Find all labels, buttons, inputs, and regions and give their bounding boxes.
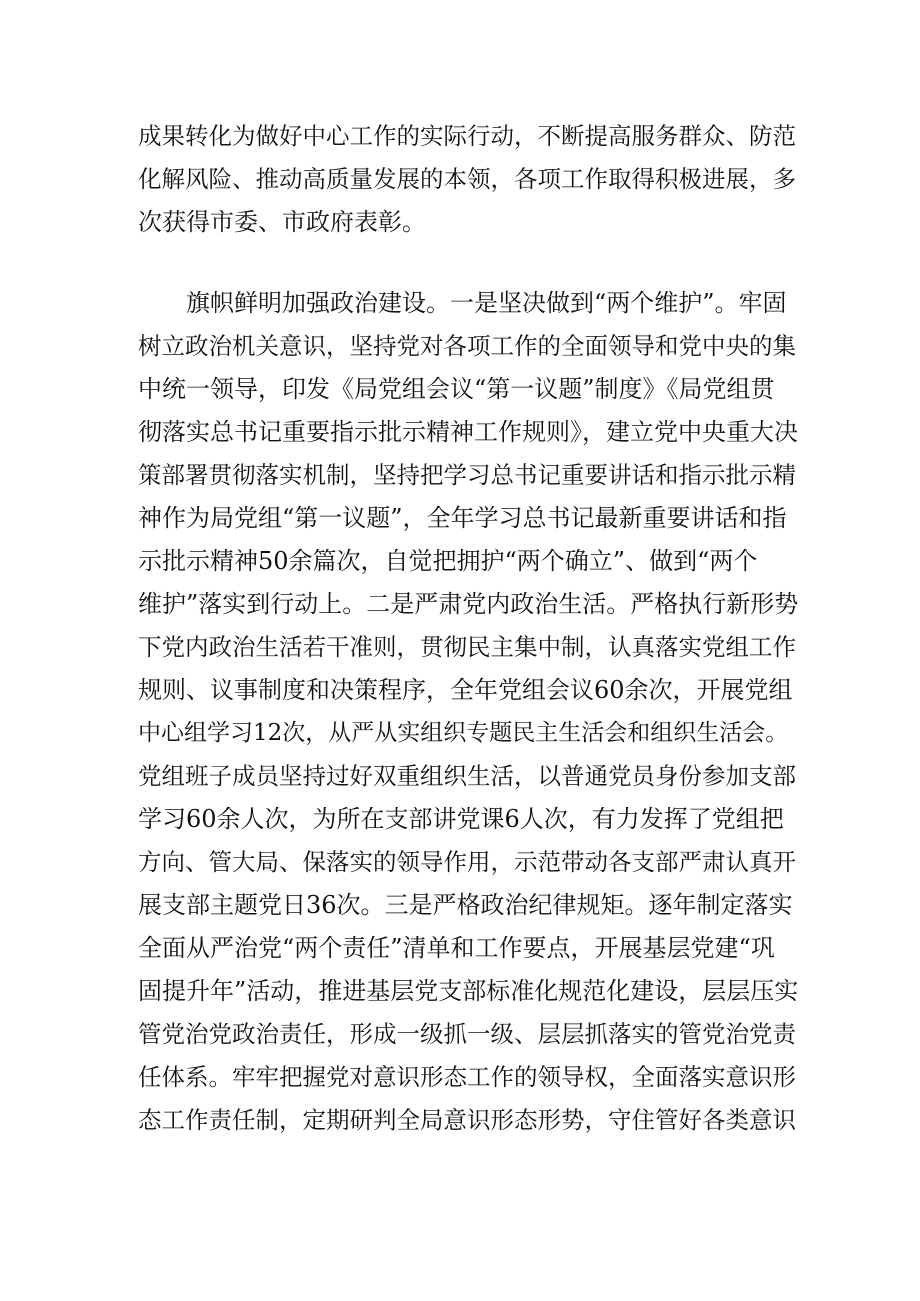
text-line: 任体系。牢牢把握党对意识形态工作的领导权，全面落实意识形 — [138, 1063, 796, 1091]
text-line: 态工作责任制，定期研判全局意识形态形势，守住管好各类意识 — [138, 1106, 796, 1134]
text-line: 中统一领导，印发《局党组会议“第一议题”制度》《局党组贯 — [138, 375, 775, 403]
text-line: 全面从严治党“两个责任”清单和工作要点，开展基层党建“巩 — [138, 934, 775, 962]
text-line: 策部署贯彻落实机制，坚持把学习总书记重要讲话和指示批示精 — [138, 461, 796, 489]
text-line: 规则、议事制度和决策程序，全年党组会议60余次，开展党组 — [138, 676, 793, 704]
text-line: 示批示精神50余篇次，自觉把拥护“两个确立”、做到“两个 — [138, 547, 758, 575]
text-line: 树立政治机关意识，坚持党对各项工作的全面领导和党中央的集 — [138, 332, 796, 360]
text-line: 维护”落实到行动上。二是严肃党内政治生活。严格执行新形势 — [138, 590, 799, 618]
text-line: 展支部主题党日36次。三是严格政治纪律规矩。逐年制定落实 — [138, 891, 793, 919]
text-line: 管党治党政治责任，形成一级抓一级、层层抓落实的管党治党责 — [138, 1020, 796, 1048]
text-line: 次获得市委、市政府表彰。 — [138, 208, 426, 236]
text-line: 下党内政治生活若干准则，贯彻民主集中制，认真落实党组工作 — [138, 633, 796, 661]
text-line: 中心组学习12次，从严从实组织专题民主生活会和组织生活会。 — [138, 720, 789, 746]
text-line: 旗帜鲜明加强政治建设。一是坚决做到“两个维护”。牢固 — [186, 289, 787, 317]
text-line: 方向、管大局、保落实的领导作用，示范带动各支部严肃认真开 — [138, 848, 796, 876]
text-line: 成果转化为做好中心工作的实际行动，不断提高服务群众、防范 — [138, 122, 796, 150]
text-line: 神作为局党组“第一议题”，全年学习总书记最新重要讲话和指 — [138, 504, 787, 532]
text-line: 学习60余人次，为所在支部讲党课6人次，有力发挥了党组把 — [138, 805, 784, 833]
text-line: 党组班子成员坚持过好双重组织生活，以普通党员身份参加支部 — [138, 762, 796, 790]
text-line: 化解风险、推动高质量发展的本领，各项工作取得积极进展，多 — [138, 165, 796, 193]
text-line: 彻落实总书记重要指示批示精神工作规则》，建立党中央重大决 — [138, 418, 798, 446]
text-line: 固提升年”活动，推进基层党支部标准化规范化建设，层层压实 — [138, 977, 799, 1005]
